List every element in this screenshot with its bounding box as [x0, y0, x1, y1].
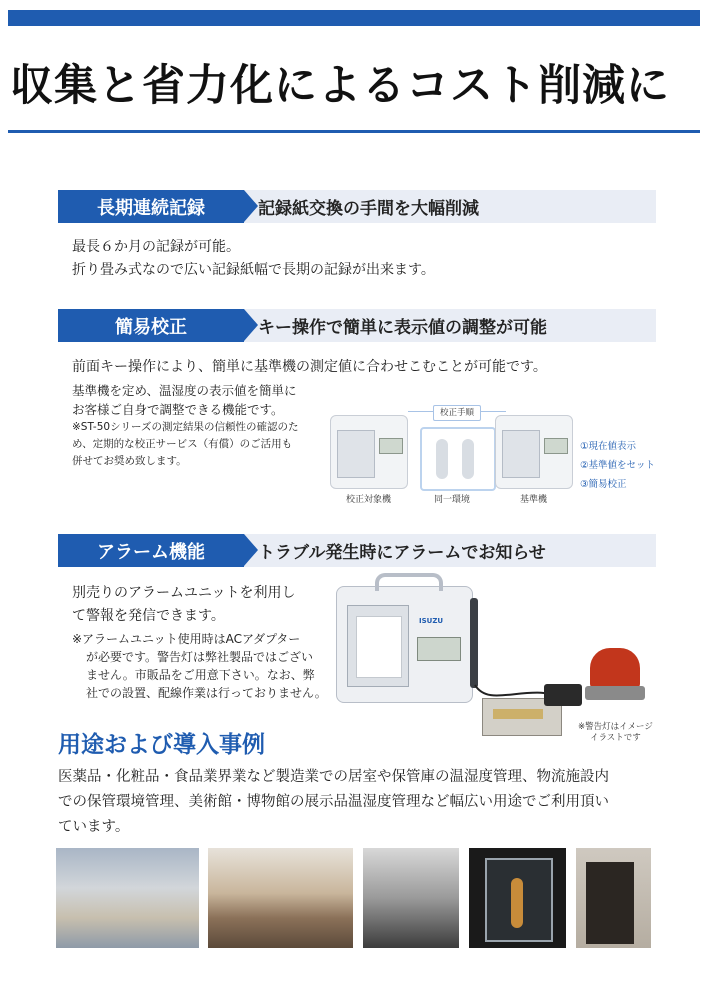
- note-line: 社での設置、配線作業は行っておりません。: [86, 686, 327, 700]
- section-body-alarm: [72, 582, 295, 628]
- step-item: ③簡易校正: [580, 479, 627, 490]
- diagram-header: 校正手順: [433, 405, 481, 421]
- chart-window: [347, 605, 409, 687]
- body-line: て警報を発信できます。: [72, 608, 225, 624]
- lcd-display: [417, 637, 461, 661]
- step-item: ①現在値表示: [580, 441, 637, 452]
- section-header-long-term: [58, 190, 656, 223]
- body-line: 医薬品・化粧品・食品業界業など製造業での居室や保管庫の温湿度管理、物流施設内: [58, 769, 609, 785]
- sensor-probe: [470, 598, 478, 688]
- note-line: め、定期的な校正サービス（有償）のご活用も: [72, 438, 293, 450]
- alarm-notes: [72, 630, 327, 702]
- caption-line: ※警告灯はイメージ: [578, 722, 653, 732]
- recorder-device-image: [336, 586, 473, 703]
- section-header-calibration: [58, 309, 656, 342]
- body-line: 最長６か月の記録が可能。: [72, 239, 240, 255]
- note-line: ※アラームユニット使用時はACアダプター: [72, 632, 301, 646]
- calibration-diagram: [328, 405, 673, 505]
- note-line: ません。市販品をご用意下さい。なお、弊: [86, 668, 315, 682]
- body-line: ています。: [58, 819, 130, 835]
- step-item: ②基準値をセット: [580, 460, 656, 471]
- section-desc: トラブル発生時にアラームでお知らせ: [258, 543, 546, 563]
- note-line: が必要です。警告灯は弊社製品ではござい: [86, 650, 314, 664]
- calibration-notes: [72, 419, 299, 470]
- warning-lamp-icon: [590, 648, 640, 688]
- section-desc: キー操作で簡単に表示値の調整が可能: [258, 318, 547, 338]
- uses-body: [58, 765, 609, 840]
- diagram-left-label: 校正対象機: [346, 495, 392, 505]
- sensor-icon: [462, 439, 474, 479]
- title-rule: [8, 130, 700, 133]
- diagram-right-label: 基準機: [520, 495, 548, 505]
- section-tag: アラーム機能: [58, 534, 244, 567]
- target-recorder-image: [330, 415, 408, 489]
- calibration-sublines: [72, 381, 297, 419]
- section-tag: 長期連続記録: [58, 190, 244, 223]
- uses-heading: 用途および導入事例: [58, 732, 265, 758]
- reference-recorder-image: [495, 415, 573, 489]
- section-header-alarm: [58, 534, 656, 567]
- ac-adapter-image: [544, 684, 582, 706]
- body-line: での保管環境管理、美術館・博物館の展示品温湿度管理など幅広い用途でご利用頂い: [58, 794, 609, 810]
- sensor-icon: [436, 439, 448, 479]
- diagram-mid-label: 同一環境: [434, 495, 471, 505]
- note-line: ※ST-50シリーズの測定結果の信頼性の確認のた: [72, 421, 299, 433]
- caption-line: イラストです: [590, 733, 641, 743]
- lab-photo: [363, 848, 459, 948]
- storage-room-photo: [576, 848, 651, 948]
- top-bar: [8, 10, 700, 26]
- museum-case-photo: [469, 848, 566, 948]
- same-environment-box: [420, 427, 496, 491]
- warehouse-photo: [56, 848, 199, 948]
- section-desc: 記録紙交換の手間を大幅削減: [258, 199, 479, 219]
- section-body-calibration: 前面キー操作により、簡単に基準機の測定値に合わせこむことが可能です。: [72, 359, 547, 375]
- section-tag: 簡易校正: [58, 309, 244, 342]
- page-title: 収集と省力化によるコスト削減に: [10, 61, 670, 111]
- alarm-caption: [578, 722, 653, 744]
- factory-photo: [208, 848, 353, 948]
- handle: [375, 573, 443, 591]
- body-line: お客様ご自身で調整できる機能です。: [72, 402, 284, 417]
- body-line: 別売りのアラームユニットを利用し: [72, 585, 296, 601]
- device-brand: ISUZU: [419, 617, 444, 625]
- note-line: 併せてお奨め致します。: [72, 455, 187, 467]
- body-line: 折り畳み式なので広い記録紙幅で長期の記録が出来ます。: [72, 262, 435, 278]
- section-body-long-term: [72, 236, 435, 282]
- diagram-steps: [580, 437, 655, 494]
- body-line: 基準機を定め、温湿度の表示値を簡単に: [72, 383, 297, 398]
